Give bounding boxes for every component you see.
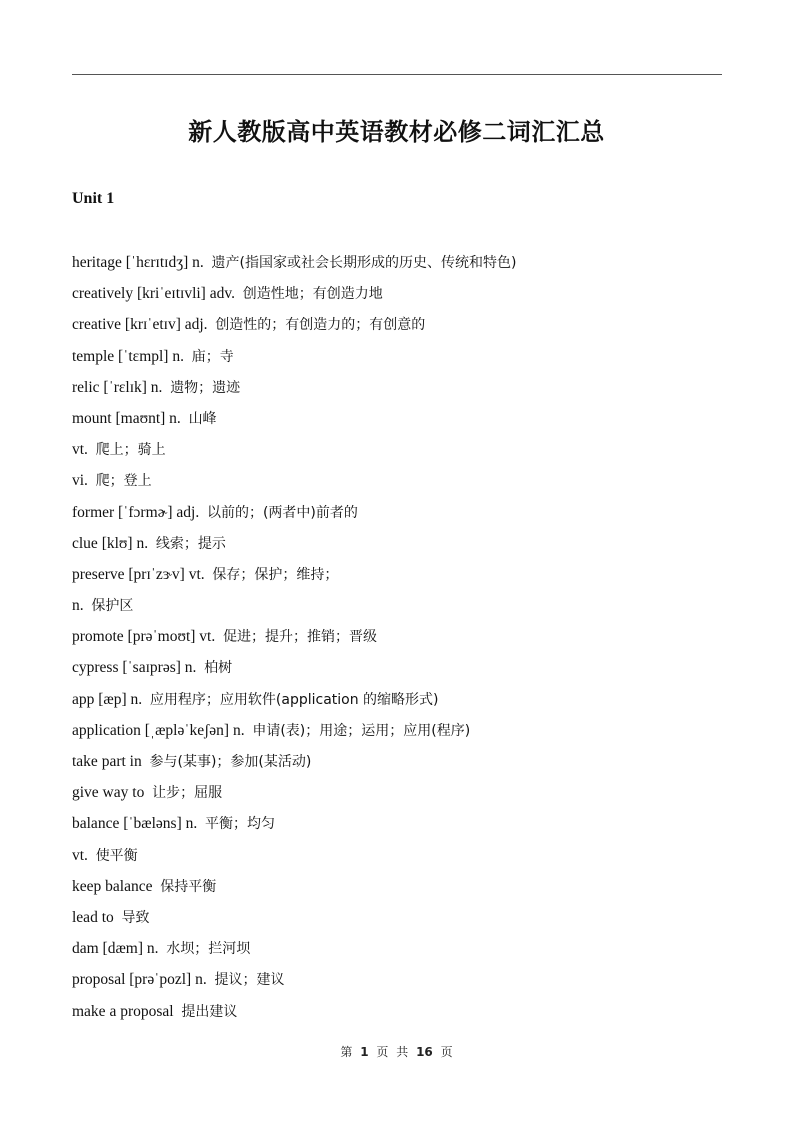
- entry-chinese: 柏树: [204, 660, 233, 677]
- vocab-entry: [72, 346, 516, 377]
- entry-chinese: 创造性地；有创造力地: [242, 286, 383, 303]
- entry-chinese: 保持平衡: [160, 878, 217, 895]
- vocab-entry: [72, 813, 516, 844]
- vocabulary-list: [72, 252, 516, 1032]
- entry-english: clue [klʊ] n.: [72, 534, 149, 552]
- footer-suffix: 页: [440, 1045, 453, 1059]
- entry-chinese: 提出建议: [181, 1003, 238, 1020]
- vocab-entry: [72, 377, 516, 408]
- vocab-entry: [72, 657, 516, 688]
- vocab-entry: [72, 283, 516, 314]
- vocab-entry: [72, 314, 516, 345]
- entry-english: balance [ˈbæləns] n.: [72, 815, 198, 833]
- vocab-entry: [72, 252, 516, 283]
- vocab-entry: [72, 533, 516, 564]
- entry-english: take part in: [72, 753, 142, 770]
- document-title: 新人教版高中英语教材必修二词汇汇总: [188, 118, 605, 146]
- entry-chinese: 平衡；均匀: [205, 816, 275, 833]
- vocab-entry: [72, 626, 516, 657]
- entry-chinese: 导致: [121, 909, 150, 926]
- vocab-entry: [72, 907, 516, 938]
- entry-english: vi.: [72, 472, 88, 490]
- entry-english: give way to: [72, 784, 145, 802]
- entry-english: promote [prəˈmoʊt] vt.: [72, 628, 216, 646]
- entry-chinese: 爬上；骑上: [95, 442, 166, 459]
- vocab-entry: [72, 782, 516, 813]
- page-footer: [0, 1043, 793, 1060]
- entry-english: lead to: [72, 908, 114, 926]
- vocab-entry: [72, 470, 516, 501]
- header-rule: [72, 74, 722, 75]
- vocab-entry: [72, 564, 516, 595]
- entry-chinese: 应用程序；应用软件(application 的缩略形式): [149, 691, 439, 708]
- entry-chinese: 爬；登上: [95, 473, 152, 490]
- entry-chinese: 创造性的；有创造力的；有创意的: [215, 317, 426, 334]
- entry-english: application [ˌæpləˈkeʃən] n.: [72, 721, 245, 739]
- footer-prefix: 第: [340, 1045, 353, 1059]
- entry-english: relic [ˈrɛlɪk] n.: [72, 378, 163, 396]
- entry-english: make a proposal: [72, 1002, 174, 1020]
- entry-chinese: 庙；寺: [191, 348, 234, 365]
- vocab-entry: [72, 720, 516, 751]
- entry-chinese: 以前的；(两者中)前者的: [206, 504, 358, 521]
- entry-english: former [ˈfɔrmɚ] adj.: [72, 503, 200, 521]
- entry-chinese: 让步；屈服: [152, 785, 223, 802]
- entry-chinese: 促进；提升；推销；晋级: [222, 629, 377, 646]
- entry-english: preserve [prɪˈzɝv] vt.: [72, 565, 205, 583]
- entry-chinese: 保护区: [91, 598, 134, 615]
- entry-english: creatively [kriˈeɪtɪvli] adv.: [72, 285, 235, 303]
- entry-chinese: 水坝；拦河坝: [166, 941, 251, 958]
- entry-english: cypress [ˈsaɪprəs] n.: [72, 659, 197, 677]
- footer-middle: 页 共: [376, 1045, 409, 1059]
- entry-chinese: 提议；建议: [214, 972, 285, 989]
- entry-english: proposal [prəˈpozl] n.: [72, 971, 207, 989]
- entry-english: dam [dæm] n.: [72, 940, 159, 958]
- entry-english: app [æp] n.: [72, 690, 143, 708]
- entry-english: heritage [ˈhɛrɪtɪdʒ] n.: [72, 254, 204, 271]
- current-page-number: 1: [360, 1045, 369, 1059]
- entry-chinese: 申请(表)；用途；运用；应用(程序): [252, 722, 471, 739]
- entry-chinese: 遗物；遗迹: [170, 379, 241, 396]
- entry-english: vt.: [72, 846, 88, 864]
- entry-chinese: 使平衡: [95, 847, 138, 864]
- unit-heading: Unit 1: [72, 190, 115, 207]
- total-pages-number: 16: [416, 1045, 433, 1059]
- entry-chinese: 遗产(指国家或社会长期形成的历史、传统和特色): [211, 255, 517, 271]
- vocab-entry: [72, 876, 516, 907]
- vocab-entry: [72, 751, 516, 782]
- vocab-entry: [72, 845, 516, 876]
- entry-english: n.: [72, 597, 84, 615]
- entry-chinese: 山峰: [188, 410, 217, 427]
- entry-english: keep balance: [72, 877, 153, 895]
- vocab-entry: [72, 502, 516, 533]
- vocab-entry: [72, 1001, 516, 1032]
- vocab-entry: [72, 969, 516, 1000]
- entry-chinese: 线索；提示: [155, 535, 226, 552]
- entry-english: creative [krɪˈetɪv] adj.: [72, 316, 208, 334]
- vocab-entry: [72, 439, 516, 470]
- entry-english: mount [maʊnt] n.: [72, 409, 181, 427]
- entry-chinese: 参与(某事)；参加(某活动): [149, 754, 312, 770]
- vocab-entry: [72, 938, 516, 969]
- vocab-entry: [72, 408, 516, 439]
- vocab-entry: [72, 595, 516, 626]
- entry-english: temple [ˈtɛmpl] n.: [72, 347, 184, 365]
- vocab-entry: [72, 689, 516, 720]
- entry-chinese: 保存；保护；维持；: [212, 566, 339, 583]
- entry-english: vt.: [72, 441, 88, 459]
